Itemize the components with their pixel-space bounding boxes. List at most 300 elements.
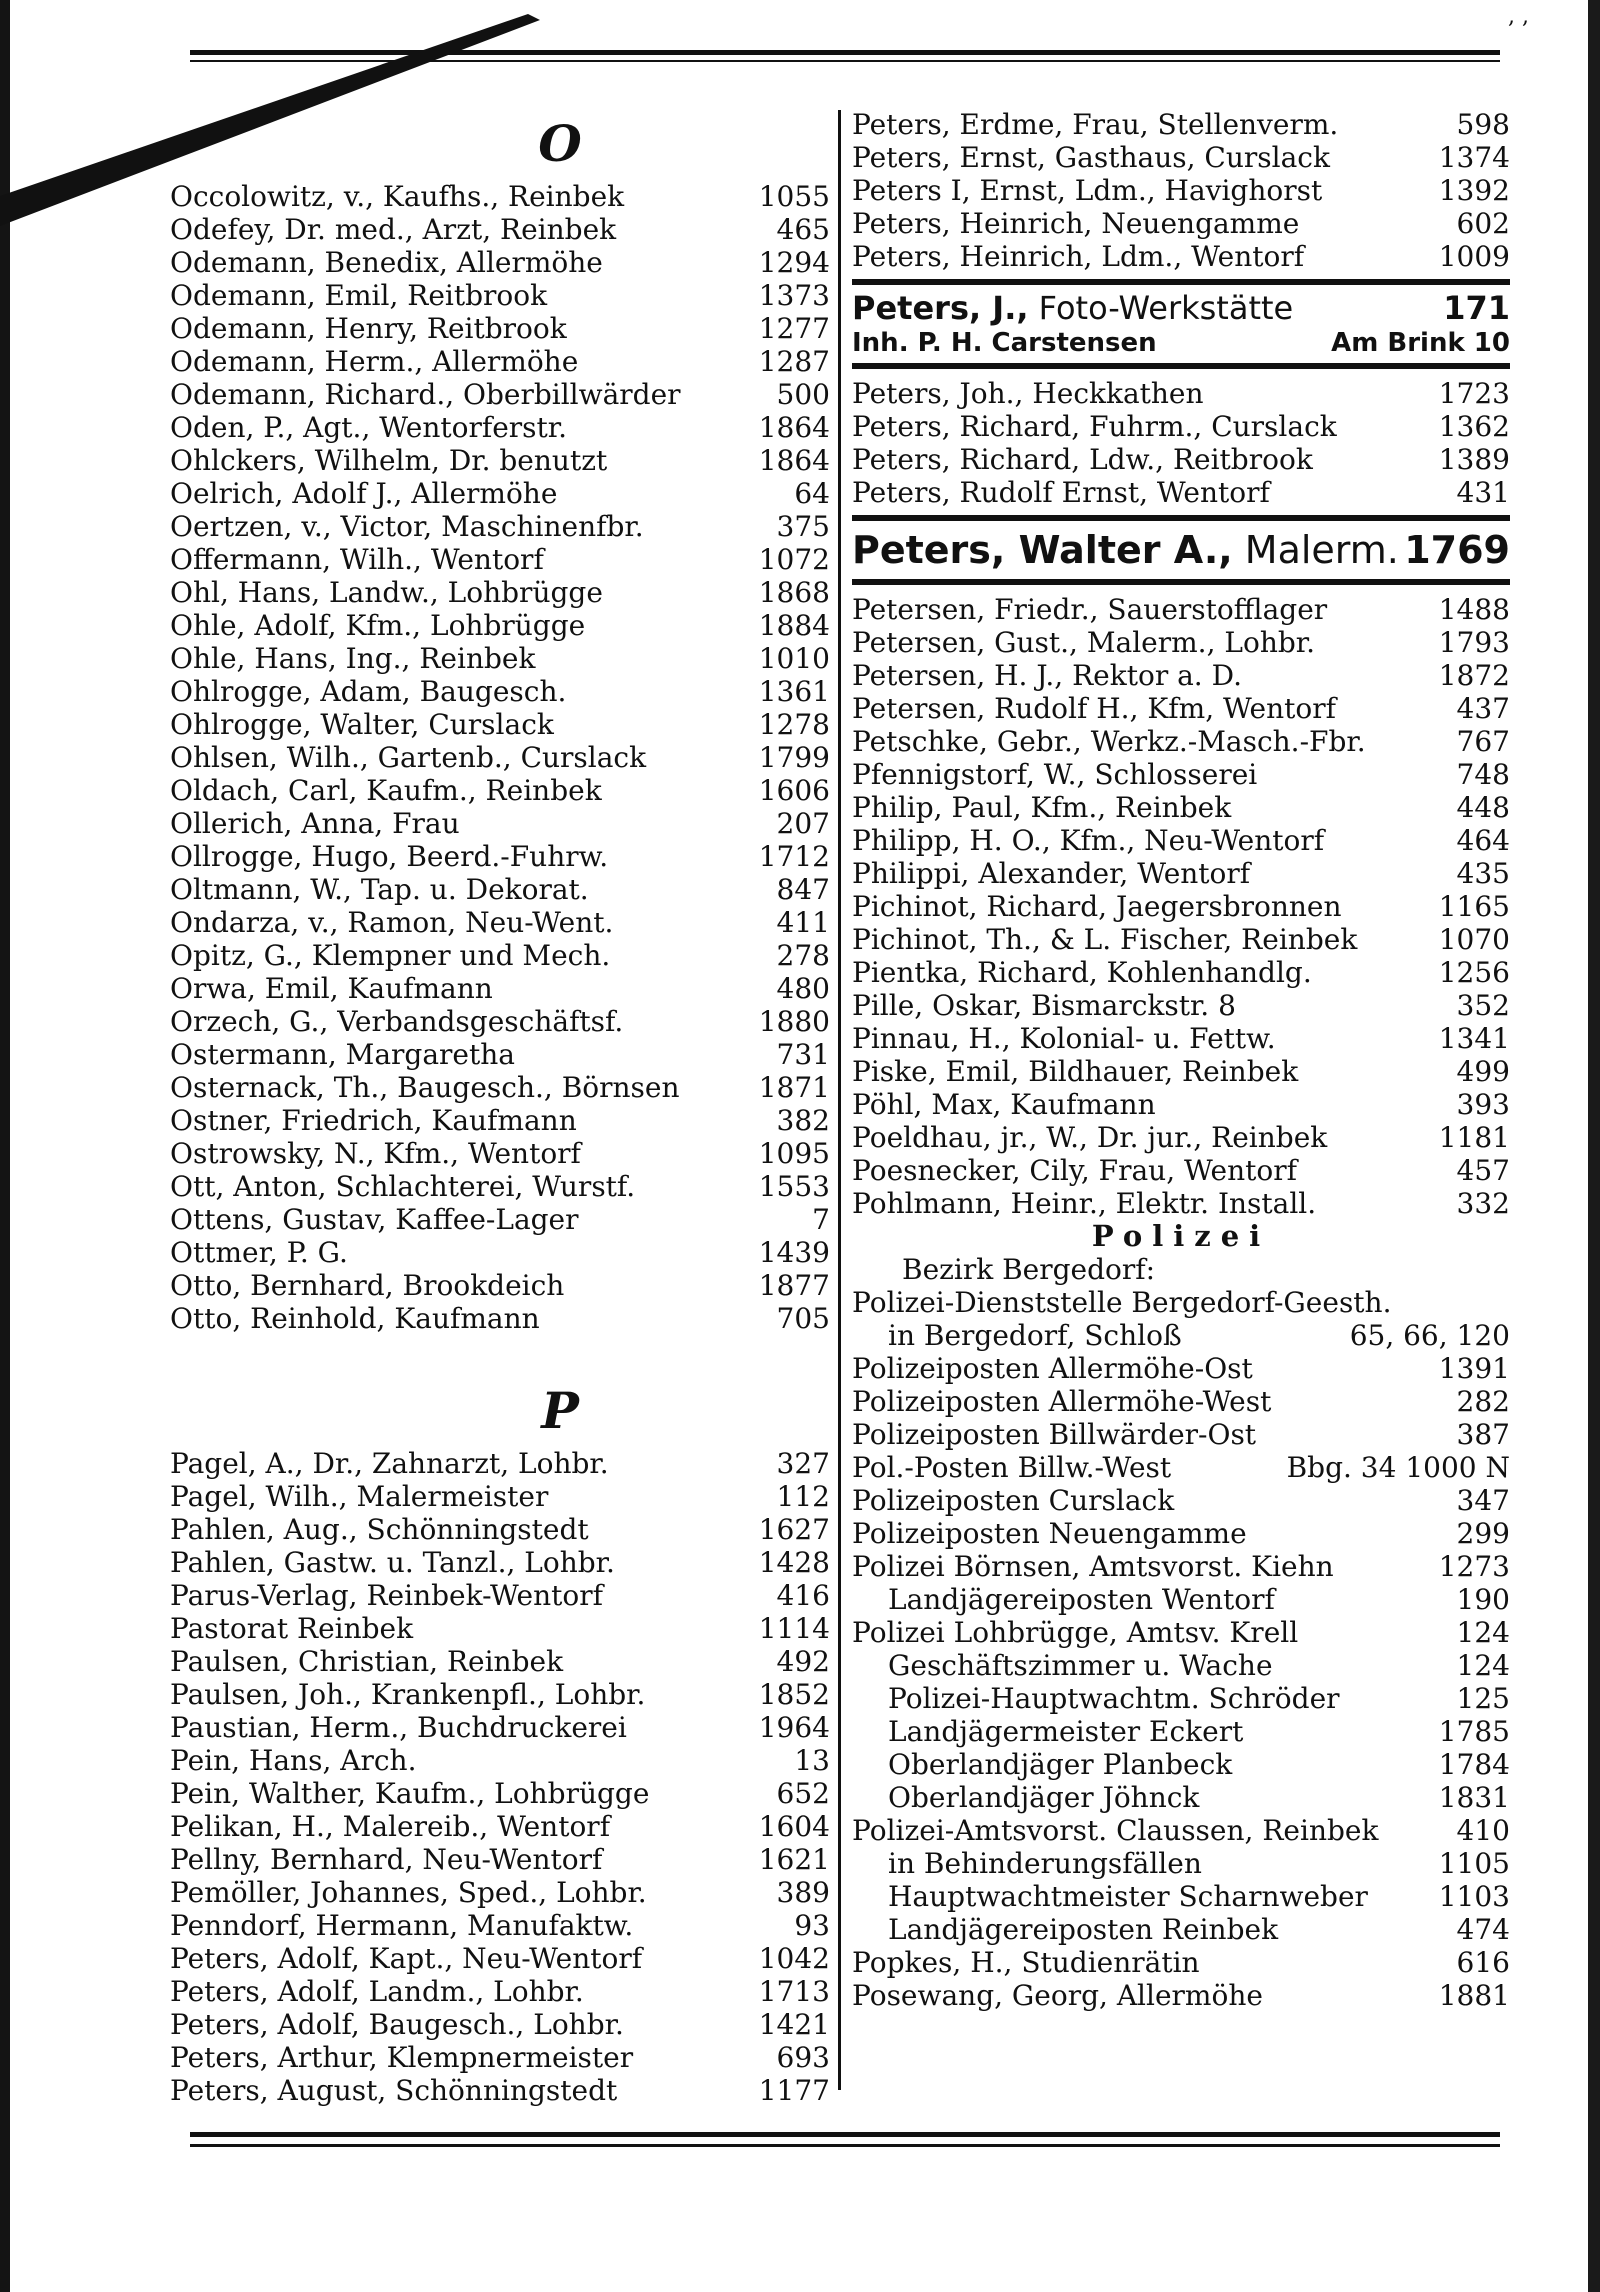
advert-owner: Inh. P. H. Carstensen [852,328,1157,358]
directory-entry [852,758,1510,791]
entry-phone-number: 1553 [758,1170,830,1203]
entry-name: in Bergedorf, Schloß [888,1319,1182,1352]
entry-phone-number: 207 [776,807,830,840]
entry-phone-number: 124 [1456,1649,1510,1682]
directory-entry [852,1682,1510,1715]
entry-phone-number: 1392 [1438,174,1510,207]
entry-phone-number: 602 [1456,207,1510,240]
entry-phone-number: 393 [1456,1088,1510,1121]
directory-entry [170,378,830,411]
directory-entry [852,1880,1510,1913]
entry-name: Peters, Richard, Fuhrm., Curslack [852,410,1337,443]
entry-name: Odemann, Benedix, Allermöhe [170,246,603,279]
advert-peters-walter [852,515,1510,585]
entry-phone-number: 1852 [758,1678,830,1711]
directory-entry [852,659,1510,692]
directory-entry [852,1946,1510,1979]
directory-entry [852,1319,1510,1352]
police-subheading: Bezirk Bergedorf: [902,1253,1156,1286]
entry-phone-number: 1713 [758,1975,830,2008]
advert-peters-foto [852,279,1510,369]
entry-phone-number: 474 [1456,1913,1510,1946]
entry-phone-number: 64 [794,477,830,510]
entry-name: Posewang, Georg, Allermöhe [852,1979,1263,2012]
bottom-rule [190,2132,1500,2137]
entry-phone-number: 465 [776,213,830,246]
directory-entry [170,1843,830,1876]
entry-name: Philipp, H. O., Kfm., Neu-Wentorf [852,824,1325,857]
entry-phone-number: 1114 [758,1612,830,1645]
directory-entry [170,1777,830,1810]
entry-name: Oberlandjäger Jöhnck [888,1781,1200,1814]
entry-name: Ohlckers, Wilhelm, Dr. benutzt [170,444,608,477]
directory-entry [170,246,830,279]
entry-phone-number: 705 [776,1302,830,1335]
entry-phone-number: 411 [776,906,830,939]
entry-phone-number: 1010 [758,642,830,675]
advert-name: Peters, J., [852,289,1029,327]
directory-entry [852,593,1510,626]
entry-name: Hauptwachtmeister Scharnweber [888,1880,1368,1913]
entry-phone-number: 1621 [758,1843,830,1876]
entry-name: in Behinderungsfällen [888,1847,1202,1880]
advert-name: Peters, Walter A., [852,528,1233,572]
directory-entry [852,1187,1510,1220]
entry-name: Peters, August, Schönningstedt [170,2074,618,2107]
directory-entry [170,708,830,741]
entry-name: Peters, Richard, Ldw., Reitbrook [852,443,1313,476]
entry-phone-number: 431 [1456,476,1510,509]
directory-entry [852,956,1510,989]
entry-phone-number: 382 [776,1104,830,1137]
directory-entry [852,1385,1510,1418]
entry-phone-number: 693 [776,2041,830,2074]
directory-entry [170,2008,830,2041]
directory-entry [852,989,1510,1022]
entry-phone-number: 124 [1456,1616,1510,1649]
entry-name: Peters, Adolf, Landm., Lohbr. [170,1975,584,2008]
entry-phone-number: 435 [1456,857,1510,890]
entry-phone-number: 1877 [758,1269,830,1302]
directory-entry [170,840,830,873]
directory-entry [170,1038,830,1071]
directory-entry [852,240,1510,273]
entry-name: Polizeiposten Allermöhe-Ost [852,1352,1253,1385]
peters-entry-list-1 [852,108,1510,273]
entry-name: Orwa, Emil, Kaufmann [170,972,493,1005]
directory-entry [170,1810,830,1843]
entry-name: Ottens, Gustav, Kaffee-Lager [170,1203,579,1236]
directory-entry [852,174,1510,207]
directory-entry [170,1513,830,1546]
entry-name: Landjägermeister Eckert [888,1715,1244,1748]
entry-name: Pöhl, Max, Kaufmann [852,1088,1156,1121]
entry-name: Pastorat Reinbek [170,1612,414,1645]
entry-name: Ott, Anton, Schlachterei, Wurstf. [170,1170,636,1203]
entry-phone-number: 1072 [758,543,830,576]
entry-name: Pichinot, Richard, Jaegersbronnen [852,890,1342,923]
entry-phone-number: 1389 [1438,443,1510,476]
entry-phone-number: 282 [1456,1385,1510,1418]
directory-entry [170,1876,830,1909]
entry-phone-number: 1177 [758,2074,830,2107]
entry-phone-number: 1341 [1438,1022,1510,1055]
entry-name: Ostermann, Margaretha [170,1038,515,1071]
petersen-entry-list [852,593,1510,1220]
entry-phone-number: 464 [1456,824,1510,857]
entry-phone-number: 1872 [1438,659,1510,692]
directory-entry [852,141,1510,174]
directory-entry [852,923,1510,956]
directory-entry [852,476,1510,509]
entry-phone-number: 1278 [758,708,830,741]
entry-phone-number: 65, 66, 120 [1349,1319,1510,1352]
entry-name: Oberlandjäger Planbeck [888,1748,1233,1781]
directory-entry [170,1236,830,1269]
entry-name: Paulsen, Joh., Krankenpfl., Lohbr. [170,1678,646,1711]
entry-phone-number: 499 [1456,1055,1510,1088]
entry-name: Polizeiposten Curslack [852,1484,1175,1517]
entry-phone-number: 278 [776,939,830,972]
entry-name: Ollrogge, Hugo, Beerd.-Fuhrw. [170,840,609,873]
directory-entry [170,972,830,1005]
entry-phone-number: 1785 [1438,1715,1510,1748]
entry-name: Otto, Bernhard, Brookdeich [170,1269,565,1302]
directory-entry [170,807,830,840]
entry-name: Peters, Ernst, Gasthaus, Curslack [852,141,1330,174]
directory-entry [170,411,830,444]
directory-entry [170,312,830,345]
entry-name: Polizei Lohbrügge, Amtsv. Krell [852,1616,1299,1649]
entry-name: Peters, Rudolf Ernst, Wentorf [852,476,1270,509]
directory-entry [170,1203,830,1236]
entry-name: Pellny, Bernhard, Neu-Wentorf [170,1843,603,1876]
directory-entry [852,824,1510,857]
police-entry-list [852,1286,1510,1946]
directory-entry [170,741,830,774]
entry-phone-number: 1880 [758,1005,830,1038]
entry-phone-number: 492 [776,1645,830,1678]
entry-phone-number: 125 [1456,1682,1510,1715]
left-column [170,108,830,2107]
directory-entry [170,1711,830,1744]
entry-phone-number: 1606 [758,774,830,807]
entry-name: Occolowitz, v., Kaufhs., Reinbek [170,180,625,213]
entry-phone-number: 416 [776,1579,830,1612]
directory-entry [852,1484,1510,1517]
entry-name: Polizei-Amtsvorst. Claussen, Reinbek [852,1814,1379,1847]
entry-name: Landjägereiposten Wentorf [888,1583,1275,1616]
entry-name: Ondarza, v., Ramon, Neu-Went. [170,906,614,939]
entry-name: Ollerich, Anna, Frau [170,807,460,840]
entry-name: Pein, Walther, Kaufm., Lohbrügge [170,1777,650,1810]
entry-phone-number: 332 [1456,1187,1510,1220]
entry-name: Pichinot, Th., & L. Fischer, Reinbek [852,923,1358,956]
directory-entry [852,626,1510,659]
directory-entry [852,1814,1510,1847]
entry-name: Offermann, Wilh., Wentorf [170,543,544,576]
entry-name: Oelrich, Adolf J., Allermöhe [170,477,558,510]
entry-phone-number: 1831 [1438,1781,1510,1814]
directory-entry [852,1022,1510,1055]
directory-entry [852,1715,1510,1748]
entry-name: Philip, Paul, Kfm., Reinbek [852,791,1232,824]
directory-entry [852,1649,1510,1682]
directory-entry [170,1447,830,1480]
entry-phone-number: 1165 [1438,890,1510,923]
entry-name: Ottmer, P. G. [170,1236,348,1269]
entry-name: Petersen, Friedr., Sauerstofflager [852,593,1328,626]
directory-entry [852,1979,1510,2012]
entry-name: Odemann, Henry, Reitbrook [170,312,567,345]
scan-shadow-right [1588,0,1600,2292]
directory-entry [170,1612,830,1645]
entry-phone-number: 1868 [758,576,830,609]
entry-name: Opitz, G., Klempner und Mech. [170,939,611,972]
directory-entry [170,1302,830,1335]
directory-entry [170,906,830,939]
entry-phone-number: 375 [776,510,830,543]
entry-phone-number: 347 [1456,1484,1510,1517]
entry-phone-number: 1373 [758,279,830,312]
entry-phone-number: 1871 [758,1071,830,1104]
entry-phone-number: 598 [1456,108,1510,141]
entry-phone-number: 7 [812,1203,830,1236]
directory-entry [170,774,830,807]
directory-entry [170,1744,830,1777]
directory-entry [852,207,1510,240]
entry-name: Peters, Joh., Heckkathen [852,377,1204,410]
entry-phone-number: 1799 [758,741,830,774]
entry-name: Polizeiposten Billwärder-Ost [852,1418,1257,1451]
column-divider [838,110,841,2090]
entry-name: Pelikan, H., Malereib., Wentorf [170,1810,611,1843]
entry-name: Ostrowsky, N., Kfm., Wentorf [170,1137,581,1170]
directory-entry [170,279,830,312]
entry-phone-number: 1287 [758,345,830,378]
entry-name: Odemann, Herm., Allermöhe [170,345,579,378]
entry-phone-number: 1428 [758,1546,830,1579]
entry-phone-number: 616 [1456,1946,1510,1979]
top-right-mark: , , [1508,4,1529,29]
entry-name: Ohlrogge, Adam, Baugesch. [170,675,567,708]
entry-phone-number: 1784 [1438,1748,1510,1781]
entry-name: Petersen, Gust., Malerm., Lohbr. [852,626,1315,659]
entry-name: Peters, Adolf, Baugesch., Lohbr. [170,2008,624,2041]
entry-phone-number: 1627 [758,1513,830,1546]
entry-name: Pagel, Wilh., Malermeister [170,1480,549,1513]
directory-entry [170,1579,830,1612]
directory-entry [852,443,1510,476]
directory-entry [852,1154,1510,1187]
directory-entry [852,1913,1510,1946]
entry-name: Ohle, Hans, Ing., Reinbek [170,642,536,675]
entry-phone-number: 299 [1456,1517,1510,1550]
directory-entry [170,1909,830,1942]
directory-entry [170,939,830,972]
entry-phone-number: 437 [1456,692,1510,725]
bottom-rule-thin [190,2144,1500,2147]
entry-name: Pohlmann, Heinr., Elektr. Install. [852,1187,1317,1220]
entry-phone-number: 748 [1456,758,1510,791]
entry-name: Piske, Emil, Bildhauer, Reinbek [852,1055,1299,1088]
entry-name: Oltmann, W., Tap. u. Dekorat. [170,873,589,906]
directory-entry [170,180,830,213]
advert-number: 1769 [1404,528,1510,572]
entry-name: Poeldhau, jr., W., Dr. jur., Reinbek [852,1121,1328,1154]
directory-entry [170,1975,830,2008]
entry-phone-number: 1095 [758,1137,830,1170]
entry-phone-number: 480 [776,972,830,1005]
entry-name: Peters, Adolf, Kapt., Neu-Wentorf [170,1942,643,1975]
entry-phone-number: 448 [1456,791,1510,824]
entry-name: Polizeiposten Allermöhe-West [852,1385,1272,1418]
entry-name: Peters, Arthur, Klempnermeister [170,2041,634,2074]
directory-entry [852,692,1510,725]
entry-phone-number: 1884 [758,609,830,642]
entry-phone-number: 1362 [1438,410,1510,443]
entry-name: Penndorf, Hermann, Manufaktw. [170,1909,634,1942]
p-entry-list [170,1447,830,2107]
entry-phone-number: 1793 [1438,626,1510,659]
entry-name: Oldach, Carl, Kaufm., Reinbek [170,774,602,807]
entry-phone-number: 1374 [1438,141,1510,174]
entry-name: Poesnecker, Cily, Frau, Wentorf [852,1154,1297,1187]
directory-entry [170,1942,830,1975]
right-column [852,108,1510,2012]
entry-phone-number: 190 [1456,1583,1510,1616]
directory-entry [852,857,1510,890]
entry-name: Pagel, A., Dr., Zahnarzt, Lohbr. [170,1447,609,1480]
directory-entry [852,791,1510,824]
entry-phone-number: 93 [794,1909,830,1942]
directory-entry [852,1121,1510,1154]
directory-entry [852,1418,1510,1451]
directory-entry [852,1286,1510,1319]
entry-name: Ohlsen, Wilh., Gartenb., Curslack [170,741,647,774]
directory-entry [170,675,830,708]
scan-shadow-left [0,0,10,2292]
directory-entry [170,1480,830,1513]
entry-phone-number: 1181 [1438,1121,1510,1154]
entry-phone-number: 767 [1456,725,1510,758]
directory-entry [852,377,1510,410]
entry-phone-number: 1488 [1438,593,1510,626]
entry-phone-number: 731 [776,1038,830,1071]
entry-phone-number: 1421 [758,2008,830,2041]
entry-phone-number: 652 [776,1777,830,1810]
directory-entry [170,642,830,675]
po-entry-list [852,1946,1510,2012]
entry-name: Ohl, Hans, Landw., Lohbrügge [170,576,603,609]
entry-phone-number: 1964 [758,1711,830,1744]
top-rule-thin [190,60,1500,62]
entry-name: Pientka, Richard, Kohlenhandlg. [852,956,1312,989]
directory-entry [170,1678,830,1711]
entry-name: Polizei-Dienststelle Bergedorf-Geesth. [852,1286,1392,1319]
entry-name: Peters, Heinrich, Neuengamme [852,207,1300,240]
directory-entry [852,1847,1510,1880]
entry-name: Polizeiposten Neuengamme [852,1517,1247,1550]
directory-entry [170,510,830,543]
entry-phone-number: 410 [1456,1814,1510,1847]
entry-name: Petersen, Rudolf H., Kfm, Wentorf [852,692,1336,725]
entry-phone-number: 1103 [1438,1880,1510,1913]
entry-phone-number: 1009 [1438,240,1510,273]
directory-entry [852,1517,1510,1550]
entry-name: Ostner, Friedrich, Kaufmann [170,1104,577,1137]
directory-entry [170,873,830,906]
entry-name: Geschäftszimmer u. Wache [888,1649,1273,1682]
directory-entry [852,410,1510,443]
entry-name: Odefey, Dr. med., Arzt, Reinbek [170,213,617,246]
entry-phone-number: 847 [776,873,830,906]
entry-phone-number: 1294 [758,246,830,279]
advert-number: 171 [1443,289,1510,327]
directory-entry [852,1781,1510,1814]
directory-entry [852,1088,1510,1121]
entry-name: Oertzen, v., Victor, Maschinenfbr. [170,510,644,543]
entry-name: Philippi, Alexander, Wentorf [852,857,1251,890]
directory-entry [170,1645,830,1678]
entry-phone-number: 1439 [758,1236,830,1269]
entry-name: Pemöller, Johannes, Sped., Lohbr. [170,1876,647,1909]
entry-phone-number: 1723 [1438,377,1510,410]
entry-name: Otto, Reinhold, Kaufmann [170,1302,540,1335]
directory-entry [170,609,830,642]
entry-phone-number: 1391 [1438,1352,1510,1385]
directory-entry [170,444,830,477]
directory-entry [170,1071,830,1104]
entry-phone-number: 13 [794,1744,830,1777]
entry-name: Pol.-Posten Billw.-West [852,1451,1172,1484]
entry-phone-number: 1042 [758,1942,830,1975]
section-letter-p: P [541,1381,579,1440]
entry-name: Paustian, Herm., Buchdruckerei [170,1711,627,1744]
advert-business: Foto-Werkstätte [1028,289,1294,327]
advert-address: Am Brink 10 [1331,328,1510,358]
directory-entry [852,1451,1510,1484]
section-letter-o: O [538,114,582,173]
police-heading: Polizei [1091,1219,1271,1253]
entry-phone-number: 1361 [758,675,830,708]
directory-entry [852,1583,1510,1616]
entry-name: Peters I, Ernst, Ldm., Havighorst [852,174,1323,207]
entry-phone-number: 1277 [758,312,830,345]
entry-name: Odemann, Emil, Reitbrook [170,279,548,312]
o-entry-list [170,180,830,1335]
directory-entry [852,725,1510,758]
directory-entry [170,1104,830,1137]
entry-name: Osternack, Th., Baugesch., Börnsen [170,1071,680,1104]
entry-name: Petersen, H. J., Rektor a. D. [852,659,1242,692]
entry-phone-number: 1864 [758,444,830,477]
entry-name: Ohlrogge, Walter, Curslack [170,708,554,741]
entry-phone-number: 457 [1456,1154,1510,1187]
entry-name: Landjägereiposten Reinbek [888,1913,1279,1946]
entry-phone-number: 1881 [1438,1979,1510,2012]
entry-name: Peters, Heinrich, Ldm., Wentorf [852,240,1305,273]
entry-phone-number: 387 [1456,1418,1510,1451]
entry-name: Pahlen, Gastw. u. Tanzl., Lohbr. [170,1546,615,1579]
entry-phone-number: 112 [776,1480,830,1513]
entry-phone-number: Bbg. 34 1000 N [1286,1451,1510,1484]
entry-name: Polizei Börnsen, Amtsvorst. Kiehn [852,1550,1334,1583]
entry-name: Orzech, G., Verbandsgeschäftsf. [170,1005,624,1038]
peters-entry-list-2 [852,377,1510,509]
directory-entry [170,1269,830,1302]
directory-entry [852,1616,1510,1649]
